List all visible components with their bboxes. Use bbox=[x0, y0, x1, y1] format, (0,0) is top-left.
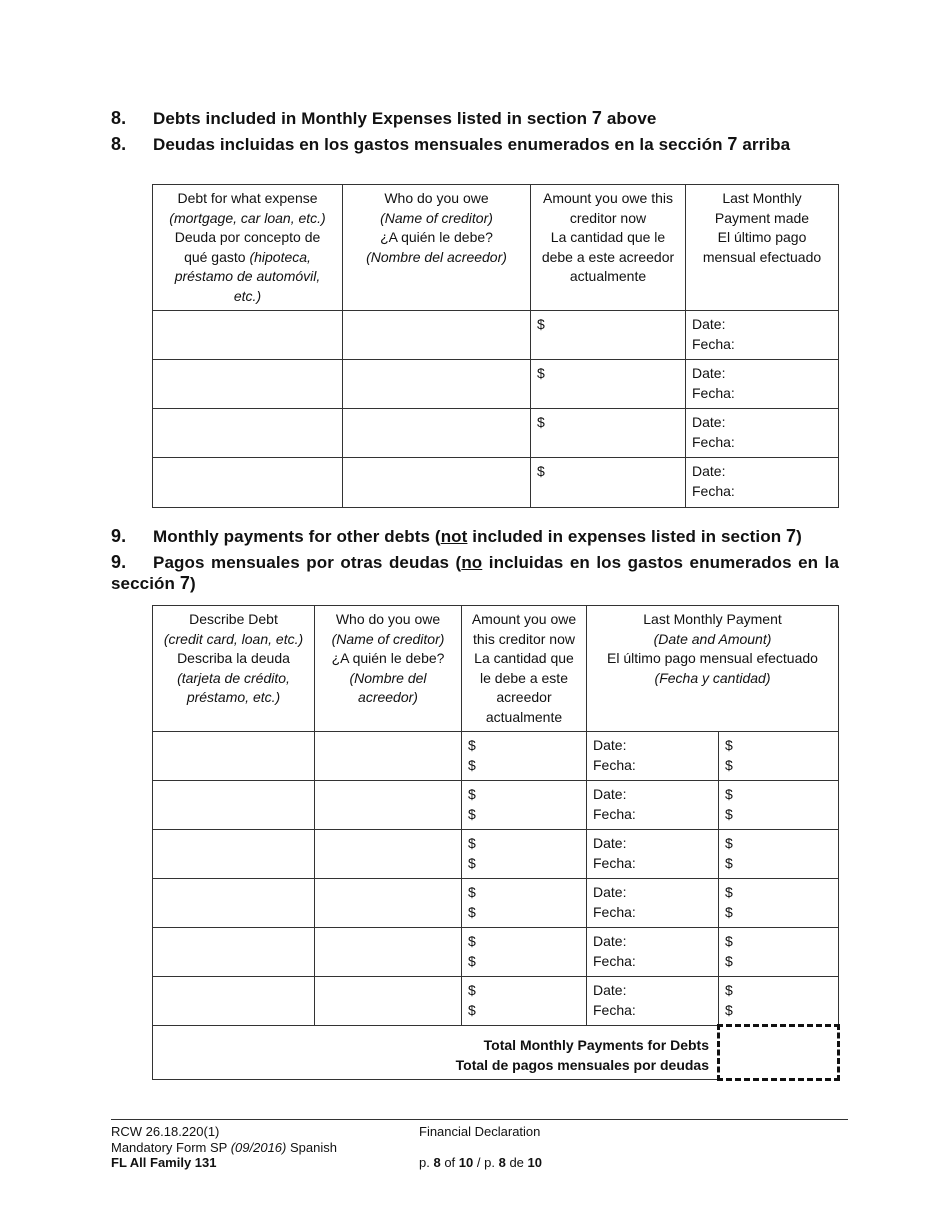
last-payment-amount-input[interactable]: $ $ bbox=[719, 830, 839, 879]
amount-input[interactable]: $ $ bbox=[462, 977, 587, 1026]
amount-input[interactable]: $ $ bbox=[462, 879, 587, 928]
table-header-row bbox=[153, 606, 839, 732]
last-payment-amount-input[interactable]: $ $ bbox=[719, 928, 839, 977]
last-payment-date-input[interactable]: Date: Fecha: bbox=[587, 879, 719, 928]
header-debt-expense: Debt for what expense (mortgage, car loan, etc.) Deuda por concepto de qué gasto (hipoteca, préstamo de automóvil, etc.) bbox=[153, 185, 343, 311]
last-payment-date-input[interactable]: Date: Fecha: bbox=[686, 409, 839, 458]
table-row bbox=[153, 879, 839, 928]
mandatory-form-line: Mandatory Form SP (09/2016) Spanish bbox=[111, 1139, 337, 1155]
creditor-input[interactable] bbox=[315, 879, 462, 928]
last-payment-date-input[interactable]: Date: Fecha: bbox=[587, 977, 719, 1026]
header-amount-owed: Amount you owe this creditor now La cantidad que le debe a este acreedor actualmente bbox=[531, 185, 686, 311]
total-label: Total Monthly Payments for Debts Total de pagos mensuales por deudas bbox=[153, 1026, 719, 1080]
debt-expense-input[interactable] bbox=[153, 458, 343, 508]
amount-input[interactable]: $ bbox=[531, 458, 686, 508]
table-row bbox=[153, 409, 839, 458]
section-8-debts-table bbox=[152, 184, 839, 508]
last-payment-date-input[interactable]: Date: Fecha: bbox=[587, 732, 719, 781]
amount-input[interactable]: $ $ bbox=[462, 928, 587, 977]
creditor-input[interactable] bbox=[315, 830, 462, 879]
last-payment-date-input[interactable]: Date: Fecha: bbox=[686, 458, 839, 508]
document-title: Financial Declaration bbox=[419, 1124, 541, 1139]
table-row bbox=[153, 732, 839, 781]
amount-input[interactable]: $ $ bbox=[462, 830, 587, 879]
last-payment-amount-input[interactable]: $ $ bbox=[719, 879, 839, 928]
header-describe-debt: Describe Debt (credit card, loan, etc.) Describa la deuda (tarjeta de crédito, préstamo, etc.) bbox=[153, 606, 315, 732]
last-payment-amount-input[interactable]: $ $ bbox=[719, 781, 839, 830]
debt-expense-input[interactable] bbox=[153, 311, 343, 360]
table-row bbox=[153, 830, 839, 879]
table-row bbox=[153, 311, 839, 360]
table-row bbox=[153, 781, 839, 830]
section-9-debts-table bbox=[152, 605, 840, 1081]
amount-input[interactable]: $ bbox=[531, 409, 686, 458]
creditor-input[interactable] bbox=[315, 977, 462, 1026]
rcw-citation: RCW 26.18.220(1) bbox=[111, 1124, 220, 1139]
total-monthly-payments-input[interactable] bbox=[719, 1026, 839, 1080]
creditor-input[interactable] bbox=[343, 311, 531, 360]
last-payment-date-input[interactable]: Date: Fecha: bbox=[686, 311, 839, 360]
header-last-payment: Last Monthly Payment made El último pago mensual efectuado bbox=[686, 185, 839, 311]
header-amount-owed: Amount you owe this creditor now La cantidad que le debe a este acreedor actualmente bbox=[462, 606, 587, 732]
creditor-input[interactable] bbox=[343, 458, 531, 508]
form-id: FL All Family 131 bbox=[111, 1155, 217, 1170]
table-row bbox=[153, 360, 839, 409]
last-payment-date-input[interactable]: Date: Fecha: bbox=[587, 781, 719, 830]
describe-debt-input[interactable] bbox=[153, 781, 315, 830]
amount-input[interactable]: $ $ bbox=[462, 781, 587, 830]
footer-divider bbox=[111, 1119, 848, 1120]
describe-debt-input[interactable] bbox=[153, 977, 315, 1026]
describe-debt-input[interactable] bbox=[153, 928, 315, 977]
total-row bbox=[153, 1026, 839, 1080]
describe-debt-input[interactable] bbox=[153, 879, 315, 928]
section-9-heading-es: 9. Pagos mensuales por otras deudas (no incluidas en los gastos enumerados en la sección 7) bbox=[111, 552, 840, 593]
header-creditor: Who do you owe (Name of creditor) ¿A quién le debe? (Nombre del acreedor) bbox=[343, 185, 531, 311]
footer-left bbox=[111, 1124, 337, 1171]
section-9-heading-en: 9. Monthly payments for other debts (not included in expenses listed in section 7) bbox=[111, 526, 802, 546]
debt-expense-input[interactable] bbox=[153, 360, 343, 409]
debt-expense-input[interactable] bbox=[153, 409, 343, 458]
creditor-input[interactable] bbox=[315, 928, 462, 977]
creditor-input[interactable] bbox=[343, 409, 531, 458]
last-payment-date-input[interactable]: Date: Fecha: bbox=[587, 830, 719, 879]
section-8-heading-es: 8. Deudas incluidas en los gastos mensuales enumerados en la sección 7 arriba bbox=[111, 134, 791, 154]
table-row bbox=[153, 928, 839, 977]
table-header-row bbox=[153, 185, 839, 311]
last-payment-date-input[interactable]: Date: Fecha: bbox=[686, 360, 839, 409]
amount-input[interactable]: $ bbox=[531, 311, 686, 360]
header-last-payment: Last Monthly Payment (Date and Amount) El último pago mensual efectuado (Fecha y cantidad) bbox=[587, 606, 839, 732]
page-number: p. 8 of 10 / p. 8 de 10 bbox=[419, 1155, 543, 1170]
amount-input[interactable]: $ bbox=[531, 360, 686, 409]
last-payment-amount-input[interactable]: $ $ bbox=[719, 732, 839, 781]
section-8-heading-en: 8. Debts included in Monthly Expenses listed in section 7 above bbox=[111, 108, 657, 128]
header-creditor: Who do you owe (Name of creditor) ¿A quién le debe? (Nombre del acreedor) bbox=[315, 606, 462, 732]
creditor-input[interactable] bbox=[315, 781, 462, 830]
table-row bbox=[153, 458, 839, 508]
last-payment-date-input[interactable]: Date: Fecha: bbox=[587, 928, 719, 977]
table-row bbox=[153, 977, 839, 1026]
creditor-input[interactable] bbox=[315, 732, 462, 781]
describe-debt-input[interactable] bbox=[153, 732, 315, 781]
last-payment-amount-input[interactable]: $ $ bbox=[719, 977, 839, 1026]
creditor-input[interactable] bbox=[343, 360, 531, 409]
footer-center bbox=[419, 1124, 542, 1171]
amount-input[interactable]: $ $ bbox=[462, 732, 587, 781]
describe-debt-input[interactable] bbox=[153, 830, 315, 879]
